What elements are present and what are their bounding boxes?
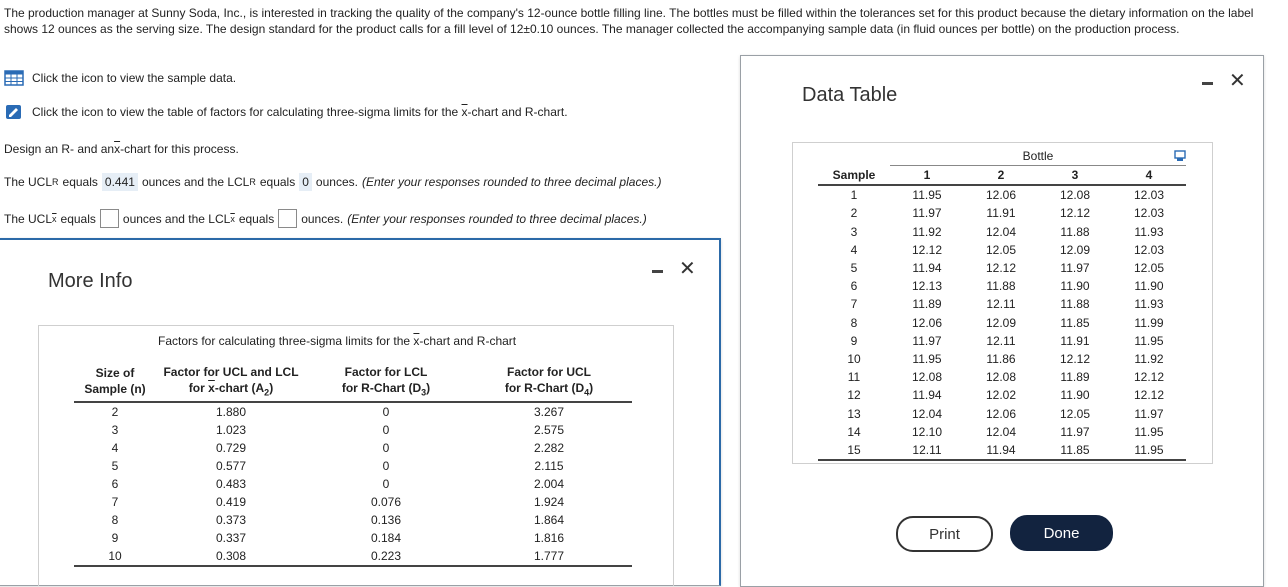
x-chart-limits-line: The UCL $\overline{x}$ equals ounces and the LCL $\overline{x}$ equals ounces. (Enter your responses rounded to three decimal places.): [4, 209, 647, 228]
sample-number-cell: 7: [850, 297, 858, 312]
measurement-cell: 12.12: [1059, 351, 1091, 366]
measurement-cell: 12.04: [911, 406, 943, 421]
more-info-controls: [652, 259, 696, 279]
sample-column-header: Sample: [832, 167, 876, 182]
table-row: [818, 295, 1186, 313]
measurement-cell: 12.05: [985, 242, 1017, 257]
table-row: [818, 185, 1186, 204]
done-button[interactable]: Done: [1010, 515, 1113, 551]
table-cell: 2.115: [534, 459, 564, 473]
measurement-cell: 12.12: [911, 242, 943, 257]
factors-table-link-label[interactable]: Click the icon to view the table of factors for calculating three-sigma limits for the $\overline{x}$-chart and R-chart.: [32, 105, 568, 119]
r-chart-limits-line: The UCL R equals 0.441 ounces and the LCL R equals 0 ounces. (Enter your responses rounded to three decimal places.): [4, 175, 662, 189]
sample-number-cell: 1: [850, 188, 858, 203]
table-row: [818, 332, 1186, 350]
more-info-title: More Info: [48, 270, 133, 292]
table-row: [818, 386, 1186, 404]
table-cell: 3: [111, 423, 119, 437]
measurement-cell: 12.03: [1133, 206, 1165, 221]
lcl-r-answer[interactable]: 0: [299, 173, 312, 191]
sample-number-cell: 15: [847, 442, 861, 457]
factors-table-panel: [38, 325, 674, 586]
sample-number-cell: 9: [850, 333, 858, 348]
measurement-cell: 12.12: [985, 261, 1017, 276]
measurement-cell: 11.88: [986, 279, 1016, 294]
factors-header-row: [74, 363, 632, 402]
measurement-cell: 11.88: [1060, 224, 1090, 239]
data-table-dialog: [740, 55, 1264, 587]
print-button[interactable]: Print: [896, 516, 993, 552]
document-edit-icon[interactable]: [4, 104, 24, 120]
table-row: [74, 529, 632, 547]
table-row: [818, 441, 1186, 460]
measurement-cell: 12.03: [1133, 188, 1165, 203]
measurement-cell: 12.04: [985, 224, 1017, 239]
table-cell: 0.136: [370, 513, 402, 527]
table-cell: 1.880: [215, 405, 247, 419]
table-cell: 2.004: [533, 477, 565, 491]
table-cell: 0.184: [370, 531, 402, 545]
measurement-cell: 12.06: [985, 188, 1017, 203]
table-cell: 0: [382, 477, 390, 491]
table-cell: 9: [111, 531, 119, 545]
measurement-cell: 12.12: [1059, 206, 1091, 221]
measurement-cell: 11.94: [986, 442, 1016, 457]
table-cell: 0: [382, 405, 390, 419]
table-cell: 0.483: [215, 477, 247, 491]
sample-number-cell: 13: [847, 406, 861, 421]
measurement-cell: 11.92: [1134, 351, 1164, 366]
table-row: [818, 368, 1186, 386]
measurement-cell: 11.90: [1060, 388, 1090, 403]
measurement-cell: 11.91: [986, 206, 1016, 221]
measurement-cell: 11.85: [1060, 315, 1090, 330]
table-cell: 4: [111, 441, 119, 455]
measurement-cell: 11.97: [912, 333, 942, 348]
table-row: [818, 204, 1186, 222]
table-row: [818, 350, 1186, 368]
measurement-cell: 11.89: [1060, 370, 1090, 385]
table-cell: 5: [111, 459, 119, 473]
close-icon[interactable]: ✕: [1229, 70, 1246, 92]
table-row: [818, 223, 1186, 241]
measurement-cell: 11.92: [912, 224, 942, 239]
measurement-cell: 11.90: [1134, 279, 1164, 294]
measurement-cell: 12.09: [1059, 242, 1091, 257]
ucl-x-input[interactable]: [100, 209, 119, 228]
header-d3: Factor for LCL for R-Chart $(D_3)$: [341, 364, 431, 398]
table-row: [74, 493, 632, 511]
measurement-cell: 12.04: [985, 424, 1017, 439]
sample-number-cell: 5: [850, 261, 858, 276]
measurement-cell: 11.97: [912, 206, 942, 221]
table-row: [818, 423, 1186, 441]
table-cell: 1.924: [533, 495, 565, 509]
measurement-cell: 12.08: [1059, 188, 1091, 203]
sample-number-cell: 11: [847, 370, 861, 385]
table-row: [74, 547, 632, 566]
measurement-cell: 11.85: [1060, 442, 1090, 457]
measurement-cell: 11.90: [1060, 279, 1090, 294]
design-instruction: Design an R- and an $\overline{x}$ -chart for this process.: [4, 142, 239, 156]
measurement-cell: 11.97: [1134, 406, 1164, 421]
measurement-cell: 12.11: [912, 442, 942, 457]
sample-number-cell: 2: [850, 206, 858, 221]
table-cell: 0: [382, 441, 390, 455]
table-cell: 0.308: [215, 549, 247, 563]
ucl-r-answer[interactable]: 0.441: [102, 173, 138, 191]
factors-table-link[interactable]: [4, 104, 568, 120]
measurement-cell: 11.89: [912, 297, 942, 312]
measurement-cell: 12.05: [1059, 406, 1091, 421]
sample-number-cell: 6: [850, 279, 858, 294]
sample-data-panel: [792, 142, 1213, 464]
header-sample-size: Size of Sample (n): [84, 366, 146, 396]
bottle-column-header: 3: [1071, 168, 1079, 183]
sample-data-link[interactable]: [4, 70, 236, 86]
measurement-cell: 12.11: [986, 297, 1016, 312]
sample-number-cell: 3: [850, 224, 858, 239]
more-info-dialog: [0, 238, 721, 586]
sample-number-cell: 12: [847, 388, 861, 403]
table-cell: 8: [111, 513, 119, 527]
table-cell: 6: [111, 477, 119, 491]
table-cell: 0.577: [215, 459, 247, 473]
question-intro: The production manager at Sunny Soda, Inc., is interested in tracking the quality of the company's 12-ounce bottle filling line. The bottles must be filled within the tolerances set for this product because the dietary information on the label shows 12 ounces as the serving size. The design standard for the product calls for a fill level of 12±0.10 ounces. The manager collected the accompanying sample data (in fluid ounces per bottle) on the production process.: [4, 6, 1254, 36]
measurement-cell: 12.02: [985, 388, 1017, 403]
table-cell: 1.777: [533, 549, 565, 563]
table-cell: 2: [111, 405, 119, 419]
measurement-cell: 11.93: [1134, 297, 1164, 312]
measurement-cell: 11.95: [1134, 424, 1164, 439]
bottle-group-header: Bottle: [890, 147, 1186, 166]
table-row: [74, 511, 632, 529]
table-cell: 0: [382, 423, 390, 437]
factors-table-title: Factors for calculating three-sigma limits for the $\overline{x}$-chart and R-chart: [158, 334, 517, 348]
measurement-cell: 11.97: [1060, 424, 1090, 439]
table-row: [74, 402, 632, 421]
bottle-column-header: 4: [1145, 168, 1153, 183]
table-row: [74, 439, 632, 457]
sample-number-cell: 10: [847, 351, 861, 366]
header-d4: Factor for UCL for R-Chart $(D_4)$: [504, 364, 594, 398]
measurement-cell: 12.05: [1133, 261, 1165, 276]
measurement-cell: 12.12: [1133, 388, 1165, 403]
measurement-cell: 11.91: [1060, 333, 1090, 348]
sample-number-cell: 8: [850, 315, 858, 330]
table-row: [74, 457, 632, 475]
data-table-controls: [1202, 71, 1246, 91]
measurement-cell: 12.03: [1133, 242, 1165, 257]
sample-data-link-label[interactable]: Click the icon to view the sample data.: [32, 71, 237, 85]
measurement-cell: 12.11: [986, 333, 1016, 348]
measurement-cell: 11.95: [1134, 333, 1164, 348]
minimize-icon[interactable]: [1202, 82, 1213, 85]
bottle-column-header: 2: [997, 168, 1005, 183]
measurement-cell: 12.06: [985, 406, 1017, 421]
table-cell: 0.373: [215, 513, 247, 527]
sample-data-table: [818, 147, 1186, 461]
table-cell: 0.419: [215, 495, 247, 509]
measurement-cell: 11.97: [1060, 261, 1090, 276]
table-row: [74, 421, 632, 439]
table-cell: 1.864: [533, 513, 565, 527]
table-cell: 1.023: [215, 423, 247, 437]
table-row: [74, 475, 632, 493]
sample-number-cell: 4: [850, 242, 858, 257]
table-cell: 0.729: [215, 441, 247, 455]
lcl-x-input[interactable]: [278, 209, 297, 228]
table-cell: 0.223: [370, 549, 402, 563]
table-cell: 0.076: [370, 495, 402, 509]
measurement-cell: 11.95: [1134, 442, 1164, 457]
table-cell: 2.282: [533, 441, 565, 455]
table-row: [818, 404, 1186, 422]
table-row: [818, 314, 1186, 332]
measurement-cell: 12.10: [911, 424, 943, 439]
measurement-cell: 12.08: [911, 370, 943, 385]
measurement-cell: 12.09: [985, 315, 1017, 330]
table-row: [818, 259, 1186, 277]
measurement-cell: 11.94: [912, 261, 942, 276]
measurement-cell: 12.06: [911, 315, 943, 330]
header-a2: Factor for UCL and LCL for $\overline{x}$-chart $(A_2)$: [163, 364, 299, 398]
measurement-cell: 12.08: [985, 370, 1017, 385]
table-cell: 0: [382, 459, 390, 473]
table-cell: 7: [111, 495, 119, 509]
measurement-cell: 11.86: [986, 351, 1016, 366]
table-grid-icon[interactable]: [4, 70, 24, 86]
table-cell: 1.816: [533, 531, 565, 545]
measurement-cell: 11.95: [912, 351, 942, 366]
table-cell: 3.267: [533, 405, 565, 419]
sample-number-cell: 14: [847, 424, 861, 439]
table-cell: 0.337: [215, 531, 247, 545]
table-cell: 2.575: [533, 423, 565, 437]
factors-table: [74, 363, 632, 567]
minimize-icon[interactable]: [652, 270, 663, 273]
table-cell: 10: [108, 549, 122, 563]
bottle-column-header: 1: [923, 168, 931, 183]
measurement-cell: 11.99: [1134, 315, 1164, 330]
measurement-cell: 11.95: [912, 188, 942, 203]
table-row: [818, 277, 1186, 295]
close-icon[interactable]: ✕: [679, 258, 696, 280]
measurement-cell: 12.13: [911, 279, 943, 294]
measurement-cell: 11.93: [1134, 224, 1164, 239]
data-table-title: Data Table: [802, 84, 898, 106]
measurement-cell: 11.88: [1060, 297, 1090, 312]
table-row: [818, 241, 1186, 259]
measurement-cell: 12.12: [1133, 370, 1165, 385]
measurement-cell: 11.94: [912, 388, 942, 403]
